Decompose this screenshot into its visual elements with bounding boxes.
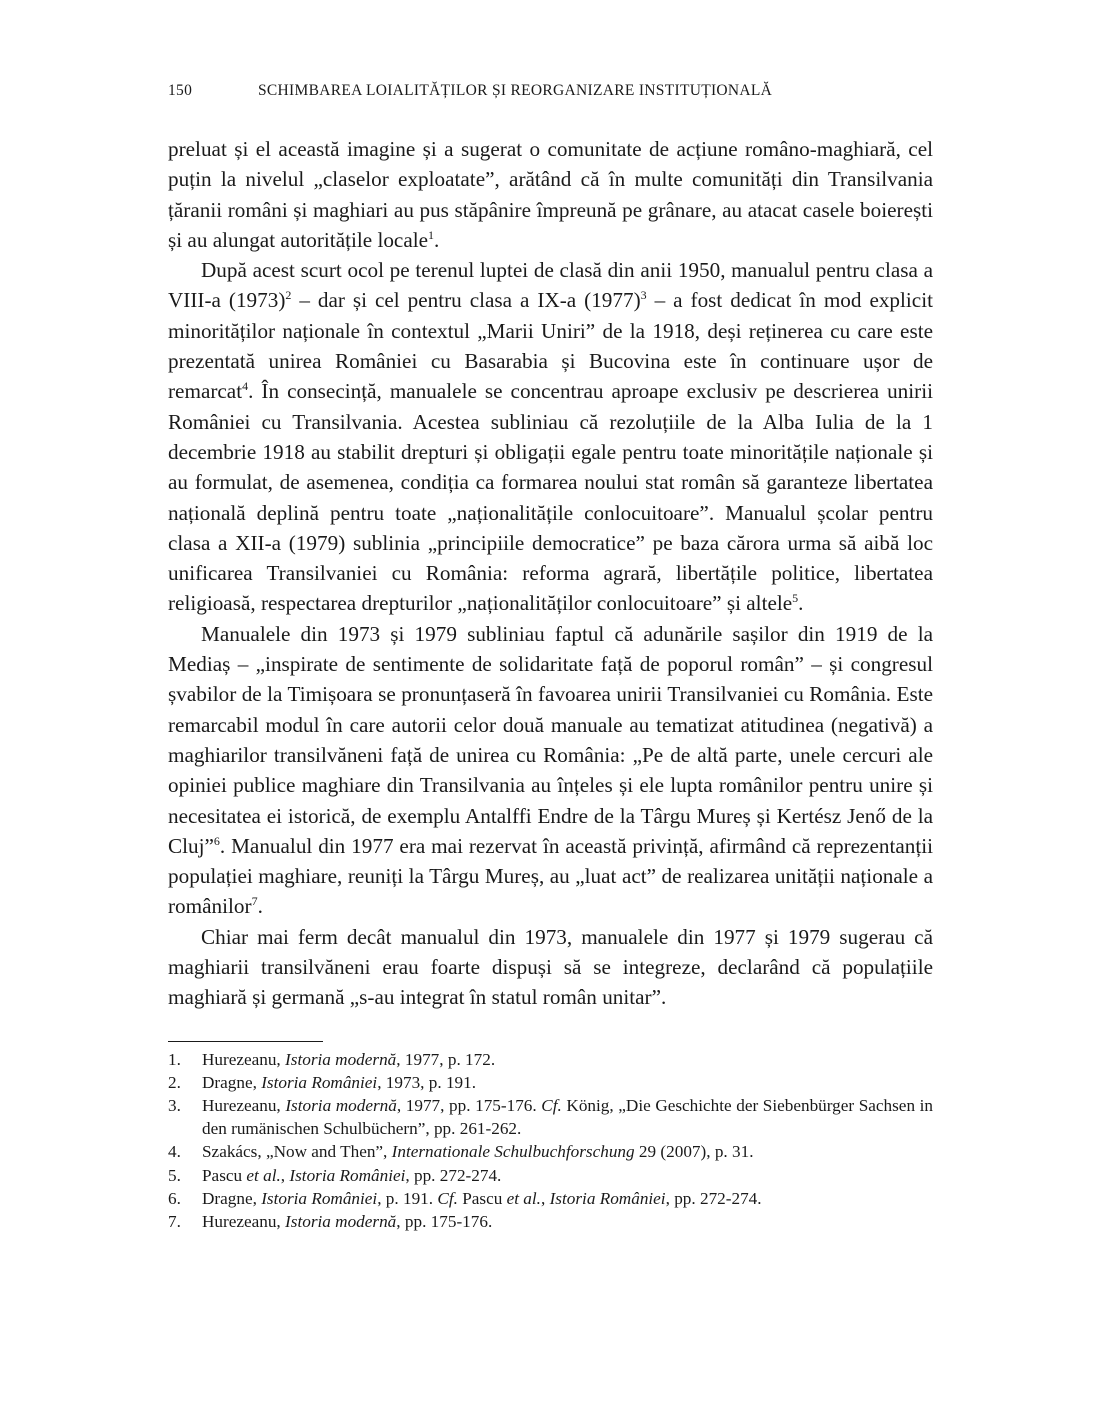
footnote-text <box>202 1071 933 1094</box>
footnote-ref-4[interactable]: 4 <box>242 379 249 394</box>
text-run: Szakács, „Now and Then”, <box>202 1142 392 1162</box>
text-run: , <box>540 1188 550 1208</box>
text-run: După acest scurt ocol pe terenul luptei de clasă din anii 1950, manualul pentru clasa a VIII-a (1973) <box>168 258 933 313</box>
footnote-number: 1. <box>168 1049 181 1069</box>
text-run: Hurezeanu, <box>202 1096 286 1116</box>
italic-title: Istoria modernă <box>285 1049 397 1069</box>
footnote-text <box>202 1140 933 1163</box>
footnote-number: 2. <box>168 1072 181 1092</box>
italic-title: Internationale Schulbuchforschung <box>391 1142 635 1162</box>
book-page <box>168 82 933 1233</box>
text-run: Dragne, <box>202 1188 262 1208</box>
footnote-text <box>202 1187 933 1210</box>
footnote-ref-7[interactable]: 7 <box>251 894 258 909</box>
footnote-separator <box>168 1041 323 1042</box>
text-run: Chiar mai ferm decât manualul din 1973, manualele din 1977 și 1979 sugerau că maghiarii transilvăneni erau foarte dispuși să se integreze, declarând că populațiile maghiară și germană „s-au integrat în statul român unitar”. <box>168 924 933 1010</box>
footnote-text <box>202 1048 933 1071</box>
text-run: Hurezeanu, <box>202 1049 286 1069</box>
footnote-1 <box>168 1048 933 1071</box>
running-title: SCHIMBAREA LOIALITĂȚILOR ȘI REORGANIZARE INSTITUȚIONALĂ <box>258 82 773 99</box>
italic-title: Istoria României <box>261 1188 378 1208</box>
footnote-text <box>202 1094 933 1140</box>
footnote-4 <box>168 1140 933 1163</box>
footnote-ref-3[interactable]: 3 <box>640 288 647 303</box>
italic-title: Istoria modernă <box>285 1212 397 1232</box>
body-text <box>168 134 933 1013</box>
text-run: , 1977, pp. 175-176. <box>396 1096 542 1116</box>
text-run: – a fost dedicat în mod explicit minorităților naționale în contextul „Marii Uniri” de la 1918, deși reținerea cu care este prezentată unirea României cu Basarabia și Bucovina este în continuare ușor de remarcat <box>168 288 933 404</box>
footnote-ref-1[interactable]: 1 <box>428 227 435 242</box>
footnote-text <box>202 1210 933 1233</box>
footnotes <box>168 1048 933 1234</box>
footnote-ref-2[interactable]: 2 <box>285 288 292 303</box>
footnote-6 <box>168 1187 933 1210</box>
text-run: . <box>434 227 440 252</box>
paragraph-1 <box>168 134 933 255</box>
text-run: , pp. 272-274. <box>405 1165 502 1185</box>
paragraph-3 <box>168 619 933 922</box>
text-run: . <box>257 894 263 919</box>
text-run: . Manualul din 1977 era mai rezervat în această privință, afirmând că reprezentanții populației maghiare, reuniți la Târgu Mureș, au „luat act” de realizarea unității naționale a românilor <box>168 833 933 919</box>
footnote-3 <box>168 1094 933 1140</box>
footnote-ref-6[interactable]: 6 <box>213 833 220 848</box>
text-run: preluat și el această imagine și a sugerat o comunitate de acțiune româno-maghiară, cel puțin la nivelul „claselor exploatate”, arătând că în multe comunități din Transilvania țăranii români și maghiari au pus stăpânire împreună pe grânare, au atacat casele boierești și au alungat autoritățile locale <box>168 137 933 252</box>
text-run: 29 (2007), p. 31. <box>634 1142 754 1162</box>
text-run: Manualele din 1973 și 1979 subliniau faptul că adunările sașilor din 1919 de la Mediaș – „inspirate de sentimente de solidaritate față de poporul român” – și congresul șvabilor de la Timișoara se pronunțaseră în favoarea unirii Transilvaniei cu România. Este remarcabil modul în care autorii celor două manuale au tematizat atitudinea (negativă) a maghiarilor transilvăneni față de unirea cu România: „Pe de altă parte, unele cercuri ale opiniei publice maghiare din Transilvania au înțeles și ele lupta românilor pentru unire și necesitatea ei istorică, de exemplu Antalffi Endre de la Târgu Mureș și Kertész Jenő de la Cluj” <box>168 621 933 858</box>
italic-title: Istoria României <box>261 1072 378 1092</box>
italic-cf: Cf. <box>541 1096 562 1116</box>
footnote-number: 7. <box>168 1212 181 1232</box>
text-run: Hurezeanu, <box>202 1212 286 1232</box>
text-run: . În consecință, manualele se concentrau aproape exclusiv pe descrierea unirii României cu Transilvania. Acestea subliniau că rezoluțiile de la Alba Iulia de la 1 decembrie 1918 au stabilit drepturi și obligații egale pentru toate minoritățile naționale și au formulat, de asemenea, condiția ca formarea noului stat român să garanteze libertatea națională deplină pentru toate „naționalitățile conlocuitoare”. Manualul școlar pentru clasa a XII-a (1979) sublinia „principiile democratice” pe baza cărora urma să aibă loc unificarea Transilvaniei cu România: reforma agrară, libertățile politice, libertatea religioasă, respectarea drepturilor „naționalităților conlocuitoare” și altele <box>168 379 933 616</box>
page-number: 150 <box>168 82 193 99</box>
text-run: König, „Die Geschichte der Siebenbürger Sachsen in den rumänischen Schulbüchern”, pp. 261-262. <box>202 1096 933 1139</box>
italic-title: Istoria modernă <box>285 1096 397 1116</box>
text-run: , 1977, p. 172. <box>396 1049 496 1069</box>
italic-etal: et al. <box>246 1165 281 1185</box>
italic-etal: et al. <box>506 1188 541 1208</box>
footnote-ref-5[interactable]: 5 <box>792 591 799 606</box>
running-header <box>168 82 933 112</box>
text-run: Pascu <box>457 1188 507 1208</box>
italic-title: Istoria României <box>289 1165 406 1185</box>
footnote-7 <box>168 1210 933 1233</box>
paragraph-2 <box>168 255 933 619</box>
text-run: , <box>280 1165 290 1185</box>
text-run: , p. 191. <box>377 1188 438 1208</box>
footnote-number: 6. <box>168 1188 181 1208</box>
footnote-2 <box>168 1071 933 1094</box>
footnote-5 <box>168 1164 933 1187</box>
text-run: Pascu <box>202 1165 247 1185</box>
footnote-text <box>202 1164 933 1187</box>
text-run: , pp. 175-176. <box>396 1212 493 1232</box>
footnote-number: 3. <box>168 1096 181 1116</box>
text-run: . <box>798 591 804 616</box>
italic-cf: Cf. <box>437 1188 458 1208</box>
text-run: , 1973, p. 191. <box>377 1072 477 1092</box>
text-run: , pp. 272-274. <box>665 1188 762 1208</box>
text-run: – dar și cel pentru clasa a IX-a (1977) <box>291 288 641 313</box>
text-run: Dragne, <box>202 1072 262 1092</box>
italic-title: Istoria României <box>549 1188 666 1208</box>
footnote-number: 5. <box>168 1165 181 1185</box>
footnote-number: 4. <box>168 1142 181 1162</box>
paragraph-4 <box>168 922 933 1013</box>
